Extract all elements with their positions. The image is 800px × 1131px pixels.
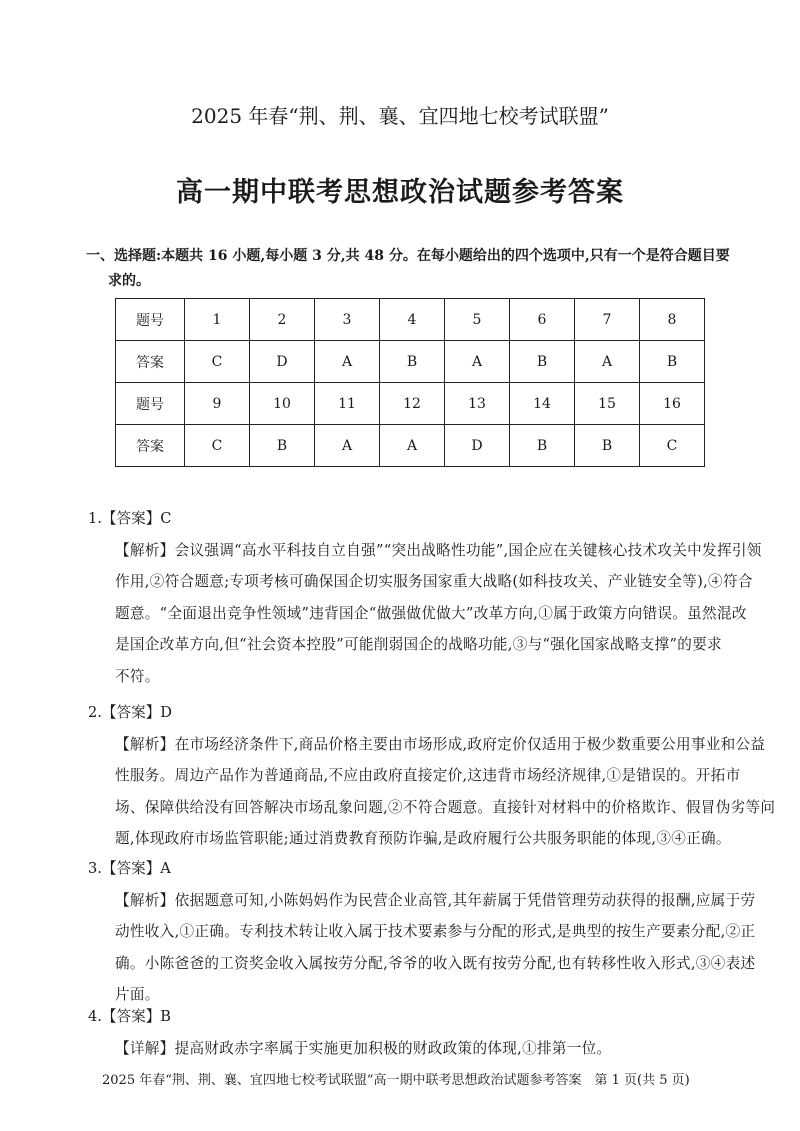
table-cell: B	[575, 425, 640, 467]
document-title: 高一期中联考思想政治试题参考答案	[176, 177, 624, 208]
table-cell: B	[380, 341, 445, 383]
table-cell: A	[380, 425, 445, 467]
answer-heading: 1.【答案】C	[88, 510, 172, 527]
explanation-line: 题,体现政府市场监管职能;通过消费教育预防诈骗,是政府履行公共服务职能的体现,③④正确。	[115, 830, 731, 847]
table-cell: A	[575, 341, 640, 383]
table-cell: 9	[185, 383, 250, 425]
explanation-line: 确。小陈爸爸的工资奖金收入属按劳分配,爷爷的收入既有按劳分配,也有转移性收入形式,③④表述	[115, 954, 756, 972]
table-row	[116, 299, 705, 341]
table-cell: A	[315, 341, 380, 383]
table-row	[116, 425, 705, 467]
table-cell: C	[185, 425, 250, 467]
table-cell: 13	[445, 383, 510, 425]
explanation-line: 是国企改革方向,但“社会资本控股”可能削弱国企的战略功能,③与“强化国家战略支撑”的要求	[115, 636, 722, 653]
table-cell: D	[250, 341, 315, 383]
table-cell: B	[510, 425, 575, 467]
explanation-line: 不符。	[115, 667, 160, 685]
table-cell: 3	[315, 299, 380, 341]
table-cell: D	[445, 425, 510, 467]
row-header-cell: 答案	[116, 341, 185, 383]
row-header-cell: 题号	[116, 383, 185, 425]
table-cell: 12	[380, 383, 445, 425]
table-row	[116, 383, 705, 425]
table-cell: 14	[510, 383, 575, 425]
table-cell: 1	[185, 299, 250, 341]
table-cell: 16	[640, 383, 705, 425]
answer-heading: 2.【答案】D	[88, 704, 172, 721]
explanation-line: 【详解】提高财政赤字率属于实施更加积极的财政政策的体现,①排第一位。	[115, 1039, 612, 1057]
table-cell: 11	[315, 383, 380, 425]
row-header-cell: 题号	[116, 299, 185, 341]
explanation-line: 题意。“全面退出竞争性领域”违背国企“做强做优做大”改革方向,①属于政策方向错误。虽然混改	[115, 604, 747, 622]
explanation-line: 【解析】在市场经济条件下,商品价格主要由市场形成,政府定价仅适用于极少数重要公用事业和公益	[115, 735, 766, 753]
explanation-line: 性服务。周边产品作为普通商品,不应由政府直接定价,这违背市场经济规律,①是错误的。开拓市	[115, 767, 741, 784]
explanation-line: 【解析】依据题意可知,小陈妈妈作为民营企业高管,其年薪属于凭借管理劳动获得的报酬,应属于劳	[115, 891, 756, 909]
page-footer: 2025 年春“荆、荆、襄、宜四地七校考试联盟”高一期中联考思想政治试题参考答案 第 1 页(共 5 页)	[102, 1073, 690, 1088]
table-cell: C	[185, 341, 250, 383]
answer-table	[115, 298, 705, 467]
row-header-cell: 答案	[116, 425, 185, 467]
explanation-line: 场、保障供给没有回答解决市场乱象问题,②不符合题意。直接针对材料中的价格欺诈、假冒伪劣等问	[115, 798, 776, 816]
table-row	[116, 341, 705, 383]
table-cell: 2	[250, 299, 315, 341]
table-cell: 5	[445, 299, 510, 341]
table-cell: B	[510, 341, 575, 383]
answer-heading: 3.【答案】A	[88, 860, 171, 877]
explanation-line: 作用,②符合题意;专项考核可确保国企切实服务国家重大战略(如科技攻关、产业链安全等),④符合	[115, 573, 753, 590]
table-cell: C	[640, 425, 705, 467]
table-cell: 10	[250, 383, 315, 425]
table-cell: 4	[380, 299, 445, 341]
table-cell: B	[250, 425, 315, 467]
table-cell: 15	[575, 383, 640, 425]
explanation-line: 动性收入,①正确。专利技术转让收入属于技术要素参与分配的形式,是典型的按生产要素分配,②正	[115, 923, 756, 940]
table-cell: A	[315, 425, 380, 467]
table-cell: 6	[510, 299, 575, 341]
exam-alliance-title: 2025 年春“荆、荆、襄、宜四地七校考试联盟”	[191, 104, 609, 128]
section-instructions-cont: 求的。	[108, 273, 150, 289]
table-cell: 8	[640, 299, 705, 341]
table-cell: 7	[575, 299, 640, 341]
section-instructions: 一、选择题:本题共 16 小题,每小题 3 分,共 48 分。在每小题给出的四个选项中,只有一个是符合题目要	[86, 248, 730, 264]
answer-heading: 4.【答案】B	[88, 1008, 172, 1025]
explanation-line: 【解析】会议强调“高水平科技自立自强”“突出战略性功能”,国企应在关键核心技术攻关中发挥引领	[115, 541, 762, 559]
table-cell: A	[445, 341, 510, 383]
explanation-line: 片面。	[115, 986, 160, 1003]
table-cell: B	[640, 341, 705, 383]
